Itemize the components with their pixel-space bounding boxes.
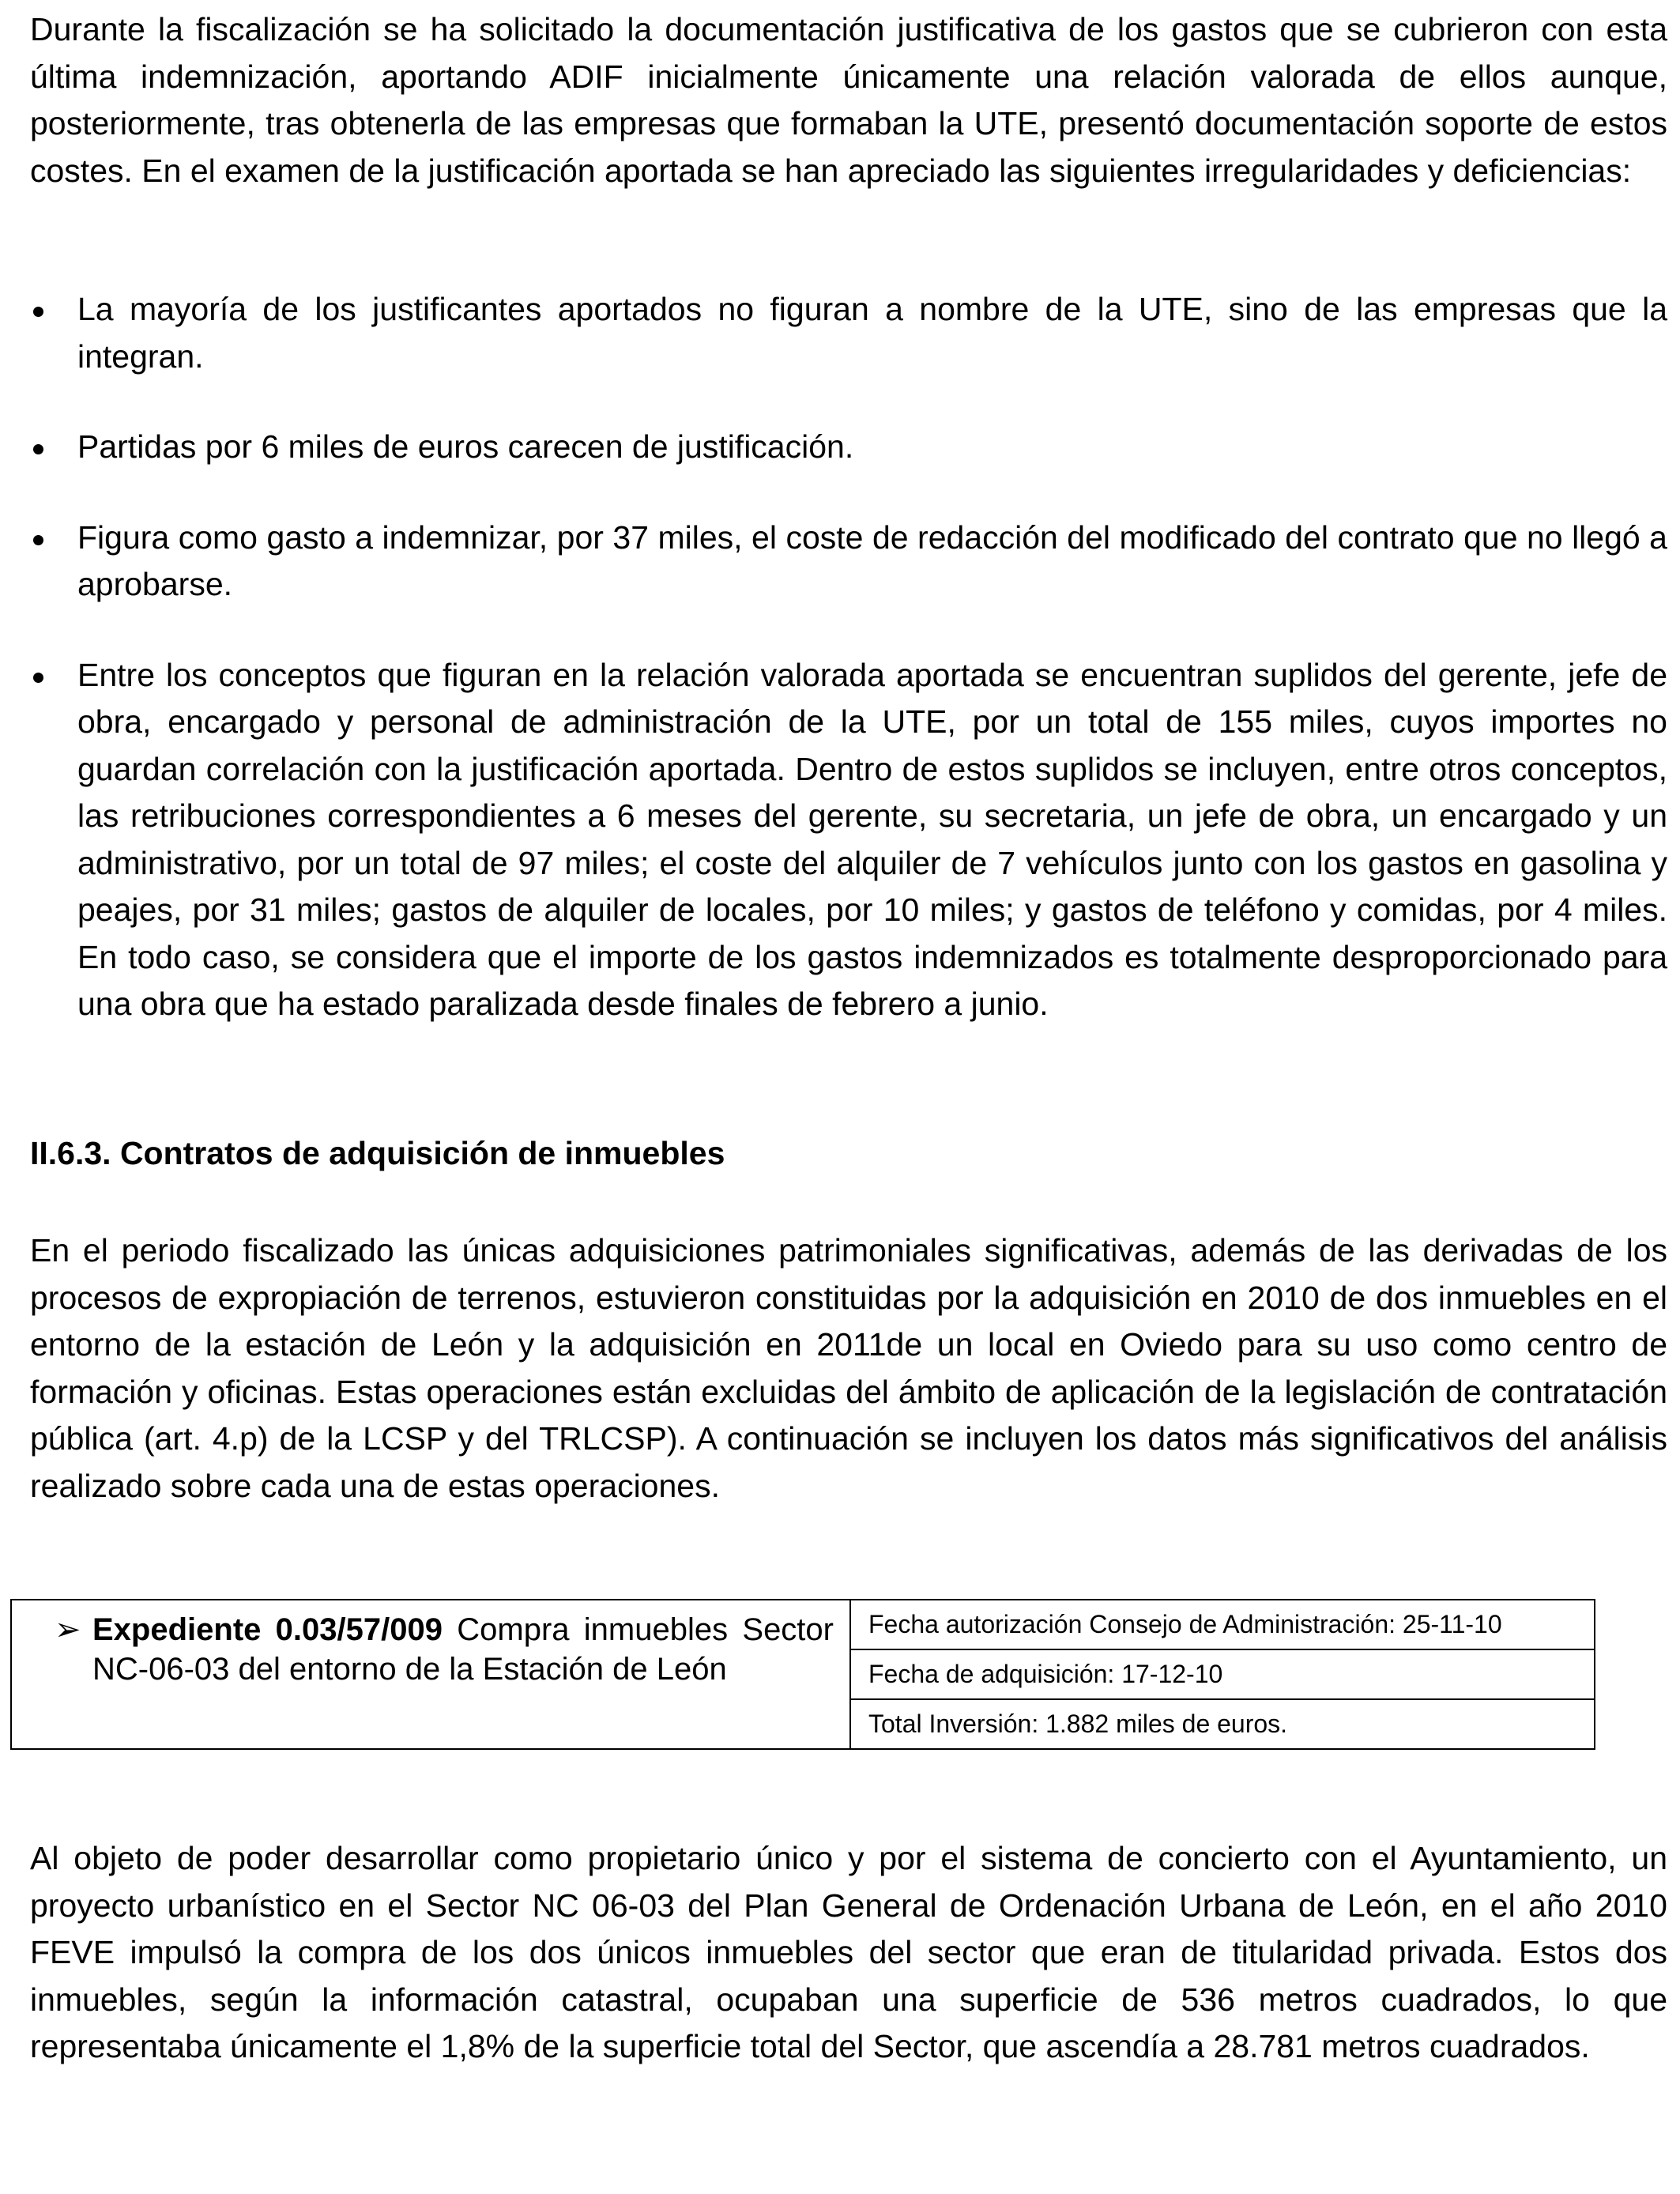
list-item-text: Partidas por 6 miles de euros carecen de justificación. xyxy=(77,428,854,465)
section-heading: II.6.3. Contratos de adquisición de inmuebles xyxy=(30,1135,725,1171)
bullet-icon xyxy=(33,444,43,454)
fecha-autorizacion: Fecha autorización Consejo de Administración: 25-11-10 xyxy=(868,1610,1502,1638)
list-item-text: La mayoría de los justificantes aportados no figuran a nombre de la UTE, sino de las empresas que la integran. xyxy=(77,291,1667,375)
expediente-summary xyxy=(12,1600,849,1700)
list-item xyxy=(30,286,1667,380)
expediente-table xyxy=(10,1599,1595,1750)
expediente-details-cell xyxy=(850,1600,1595,1749)
list-item xyxy=(30,652,1667,1028)
bullet-icon xyxy=(33,535,43,545)
bullet-icon xyxy=(33,307,43,317)
paragraph-justificacion: Durante la fiscalización se ha solicitado la documentación justificativa de los gastos que se cubrieron con esta última indemnización, aportando ADIF inicialmente únicamente una relación valorada de ellos aunque, posteriormente, tras obtenerla de las empresas que formaban la UTE, presentó documentación soporte de estos costes. En el examen de la justificación aportada se han apreciado las siguientes irregularidades y deficiencias: xyxy=(30,11,1667,189)
irregularities-list xyxy=(30,286,1667,1072)
paragraph-adquisiciones: En el periodo fiscalizado las únicas adquisiciones patrimoniales significativas, además de las derivadas de los procesos de expropiación de terrenos, estuvieron constituidas por la adquisición en 2010 de dos inmuebles en el entorno de la estación de León y la adquisición en 2011de un local en Oviedo para su uso como centro de formación y oficinas. Estas operaciones están excluidas del ámbito de aplicación de la legislación de contratación pública (art. 4.p) de la LCSP y del TRLCSP). A continuación se incluyen los datos más significativos del análisis realizado sobre cada una de estas operaciones. xyxy=(30,1232,1667,1504)
list-item-text: Entre los conceptos que figuran en la relación valorada aportada se encuentran suplidos del gerente, jefe de obra, encargado y personal de administración de la UTE, por un total de 155 miles, cuyos importes no guardan correlación con la justificación aportada. Dentro de estos suplidos se incluyen, entre otros conceptos, las retribuciones correspondientes a 6 meses del gerente, su secretaria, un jefe de obra, un encargado y un administrativo, por un total de 97 miles; el coste del alquiler de 7 vehículos junto con los gastos en gasolina y peajes, por 31 miles; gastos de alquiler de locales, por 10 miles; y gastos de teléfono y comidas, por 4 miles. En todo caso, se considera que el importe de los gastos indemnizados es totalmente desproporcionado para una obra que ha estado paralizada desde finales de febrero a junio. xyxy=(77,656,1667,1022)
list-item xyxy=(30,515,1667,609)
list-item-text: Figura como gasto a indemnizar, por 37 miles, el coste de redacción del modificado del contrato que no llegó a aprobarse. xyxy=(77,518,1667,602)
paragraph-objeto: Al objeto de poder desarrollar como propietario único y por el sistema de concierto con el Ayuntamiento, un proyecto urbanístico en el Sector NC 06-03 del Plan General de Ordenación Urbana de León, en el año 2010 FEVE impulsó la compra de los dos únicos inmuebles del sector que eran de titularidad privada. Estos dos inmuebles, según la información catastral, ocupaban una superficie de 536 metros cuadrados, lo que representaba únicamente el 1,8% de la superficie total del Sector, que ascendía a 28.781 metros cuadrados. xyxy=(30,1840,1667,2064)
total-inversion: Total Inversión: 1.882 miles de euros. xyxy=(851,1698,1594,1748)
fecha-adquisicion: Fecha de adquisición: 17-12-10 xyxy=(851,1649,1594,1698)
expediente-label: Expediente 0.03/57/009 xyxy=(92,1612,443,1647)
expediente-description: Compra inmuebles Sector NC-06-03 del entorno de la Estación de León xyxy=(92,1612,834,1687)
expediente-summary-cell xyxy=(11,1600,850,1749)
bullet-icon xyxy=(33,673,43,683)
list-item xyxy=(30,424,1667,471)
arrow-bullet-icon: ➢ xyxy=(55,1612,81,1647)
